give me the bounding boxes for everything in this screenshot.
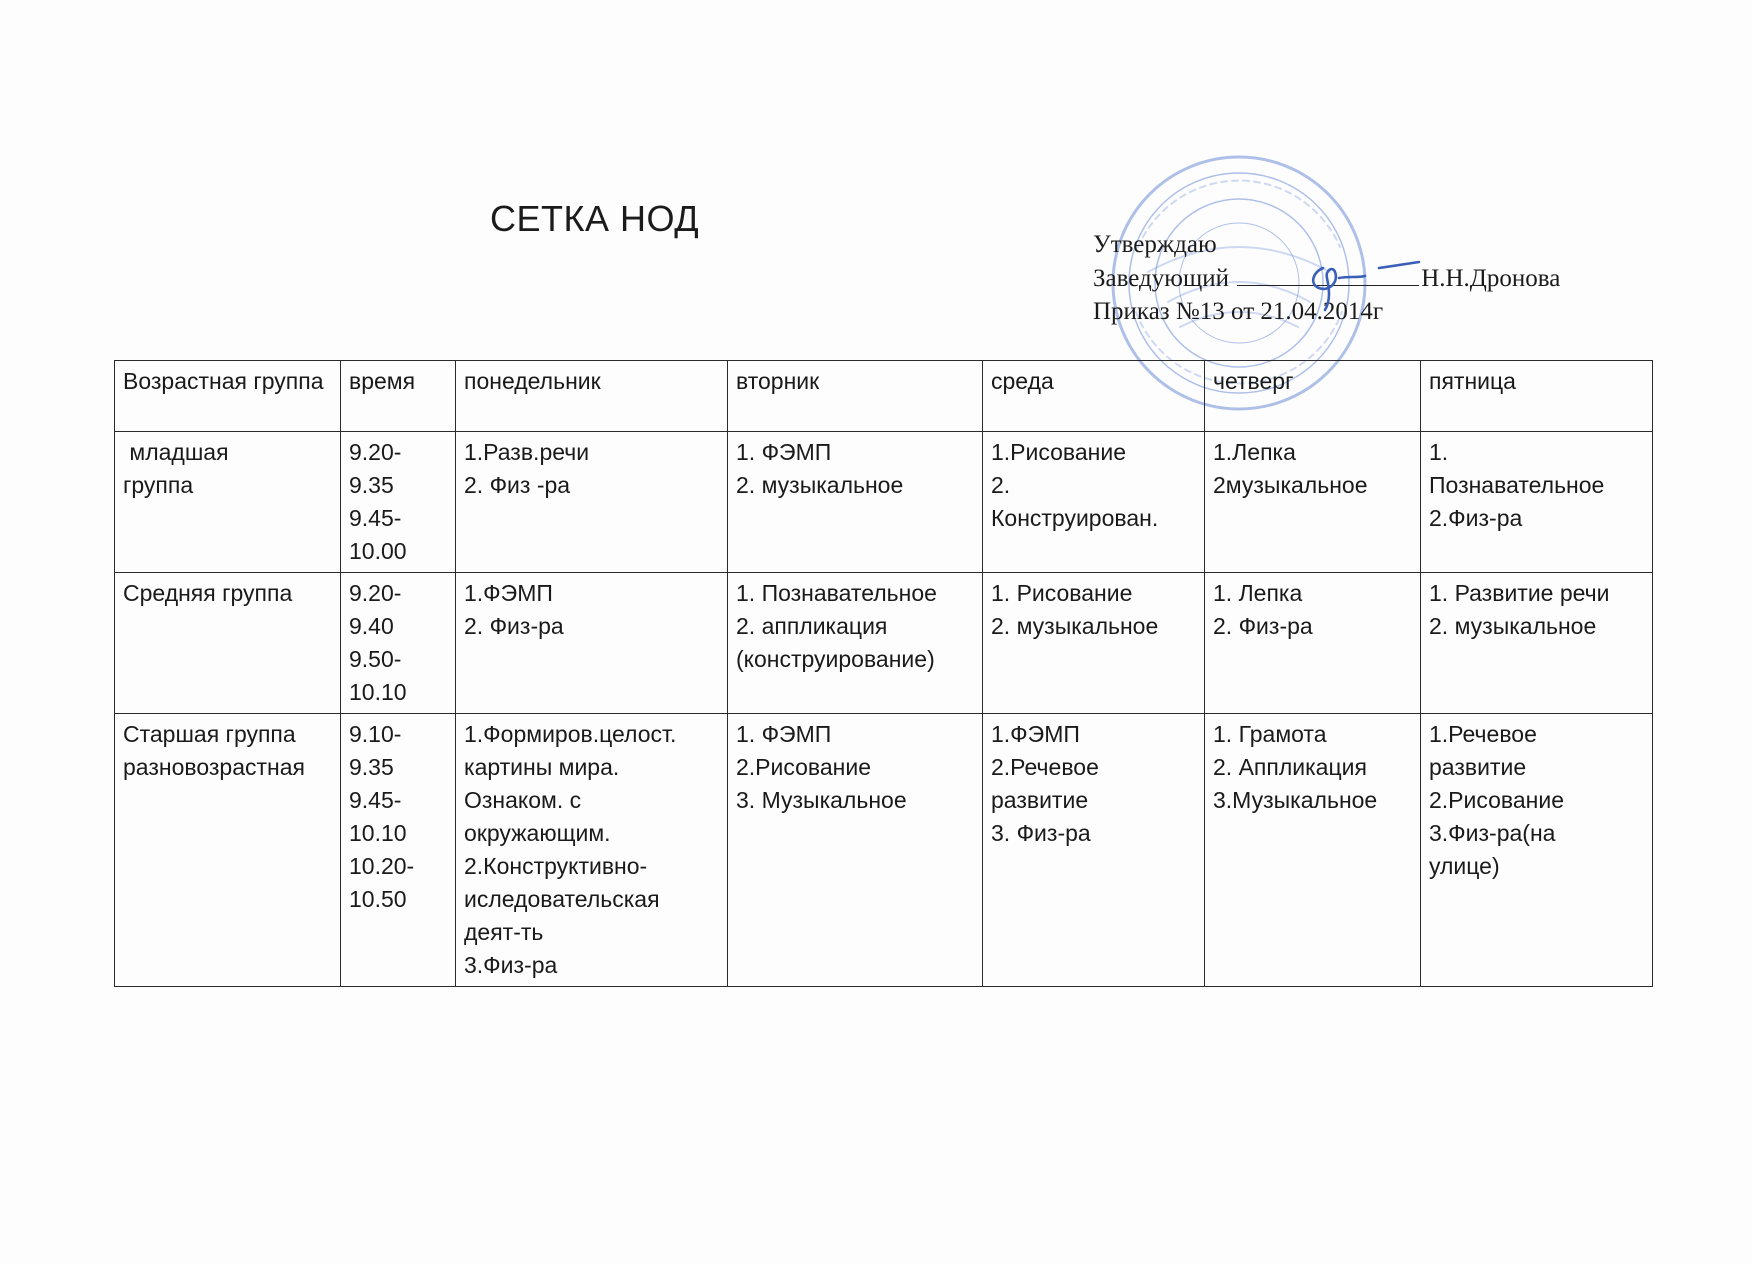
cell-text: иследовательская [464, 886, 660, 912]
cell-text: 1. Грамота [1213, 721, 1327, 747]
cell-text: 10.20- [349, 853, 415, 879]
group-cell [115, 573, 341, 714]
cell-text: деят-ть [464, 919, 544, 945]
cell-text: 1. ФЭМП [736, 721, 832, 747]
cell-text: 2музыкальное [1213, 472, 1368, 498]
group-cell [115, 432, 341, 573]
cell-text: 10.10 [349, 679, 407, 705]
tuesday-cell [728, 573, 983, 714]
thursday-cell [1205, 714, 1421, 987]
cell-text: 1.Речевое [1429, 721, 1537, 747]
cell-text: 1.Лепка [1213, 439, 1296, 465]
cell-text: 1.ФЭМП [991, 721, 1080, 747]
cell-text: развитие [1429, 754, 1527, 780]
cell-text: 2.Конструктивно- [464, 853, 648, 879]
cell-text: 3.Физ-ра [464, 952, 558, 978]
cell-text: 1. Рисование [991, 580, 1133, 606]
cell-text: 2. Физ-ра [1213, 613, 1313, 639]
cell-text: 1. ФЭМП [736, 439, 832, 465]
table-row [115, 432, 1653, 573]
tuesday-cell [728, 432, 983, 573]
table-row [115, 573, 1653, 714]
cell-text: развитие [991, 787, 1089, 813]
cell-text: группа [123, 472, 194, 498]
wednesday-cell [983, 573, 1205, 714]
cell-text: 2. Аппликация [1213, 754, 1367, 780]
cell-text: 2. Физ -ра [464, 472, 571, 498]
cell-text: 2.Физ-ра [1429, 505, 1523, 531]
cell-text: 9.20- [349, 580, 402, 606]
thursday-cell [1205, 432, 1421, 573]
cell-text: 3. Физ-ра [991, 820, 1091, 846]
approval-label: Утверждаю [1093, 231, 1217, 258]
cell-text: 9.35 [349, 472, 394, 498]
cell-text: 2. аппликация [736, 613, 888, 639]
cell-text: 1.Рисование [991, 439, 1127, 465]
wednesday-cell [983, 714, 1205, 987]
cell-text: 9.45- [349, 787, 402, 813]
cell-text: 10.00 [349, 538, 407, 564]
cell-text: 1.Разв.речи [464, 439, 590, 465]
cell-text: 1. Лепка [1213, 580, 1303, 606]
monday-cell [456, 573, 728, 714]
cell-text: 2. музыкальное [1429, 613, 1597, 639]
group-cell [115, 714, 341, 987]
cell-text: 2.Речевое [991, 754, 1099, 780]
cell-text: 1.Формиров.целост. [464, 721, 677, 747]
column-header: вторник [728, 361, 983, 432]
cell-text: (конструирование) [736, 646, 935, 672]
cell-text: Ознаком. с [464, 787, 582, 813]
cell-text: 10.50 [349, 886, 407, 912]
document-title: СЕТКА НОД [490, 198, 700, 239]
cell-text: 9.40 [349, 613, 394, 639]
column-header: четверг [1205, 361, 1421, 432]
cell-text: 1. Развитие речи [1429, 580, 1610, 606]
column-header: понедельник [456, 361, 728, 432]
head-label: Заведующий [1093, 265, 1229, 292]
friday-cell [1421, 573, 1653, 714]
time-cell [341, 432, 456, 573]
column-header: среда [983, 361, 1205, 432]
cell-text: разновозрастная [123, 754, 305, 780]
cell-text: 1. Познавательное [736, 580, 937, 606]
cell-text: младшая [123, 439, 229, 465]
monday-cell [456, 432, 728, 573]
cell-text: 10.10 [349, 820, 407, 846]
cell-text: улице) [1429, 853, 1500, 879]
cell-text: 2. Физ-ра [464, 613, 564, 639]
cell-text: Старшая группа [123, 721, 296, 747]
friday-cell [1421, 432, 1653, 573]
monday-cell [456, 714, 728, 987]
cell-text: 9.45- [349, 505, 402, 531]
cell-text: Конструирован. [991, 505, 1159, 531]
cell-text: 1.ФЭМП [464, 580, 553, 606]
cell-text: 9.50- [349, 646, 402, 672]
wednesday-cell [983, 432, 1205, 573]
friday-cell [1421, 714, 1653, 987]
schedule-table [114, 360, 1653, 987]
table-row [115, 714, 1653, 987]
handwritten-signature-icon [1295, 248, 1445, 318]
cell-text: 3. Музыкальное [736, 787, 907, 813]
cell-text: 9.35 [349, 754, 394, 780]
cell-text: 9.10- [349, 721, 402, 747]
time-cell [341, 714, 456, 987]
cell-text: 2. музыкальное [991, 613, 1159, 639]
cell-text: 3.Физ-ра(на [1429, 820, 1556, 846]
column-header: Возрастная группа [115, 361, 341, 432]
tuesday-cell [728, 714, 983, 987]
cell-text: 3.Музыкальное [1213, 787, 1378, 813]
cell-text: картины мира. [464, 754, 620, 780]
head-name: Н.Н.Дронова [1421, 265, 1561, 292]
table-header-row [115, 361, 1653, 432]
cell-text: 2.Рисование [736, 754, 872, 780]
cell-text: 2. [991, 472, 1011, 498]
cell-text: 1. [1429, 439, 1449, 465]
cell-text: Средняя группа [123, 580, 293, 606]
column-header: пятница [1421, 361, 1653, 432]
time-cell [341, 573, 456, 714]
column-header: время [341, 361, 456, 432]
cell-text: 2. музыкальное [736, 472, 904, 498]
thursday-cell [1205, 573, 1421, 714]
order-reference: Приказ №13 от 21.04.2014г [1093, 298, 1384, 325]
cell-text: 2.Рисование [1429, 787, 1565, 813]
cell-text: 9.20- [349, 439, 402, 465]
cell-text: Познавательное [1429, 472, 1605, 498]
cell-text: окружающим. [464, 820, 611, 846]
